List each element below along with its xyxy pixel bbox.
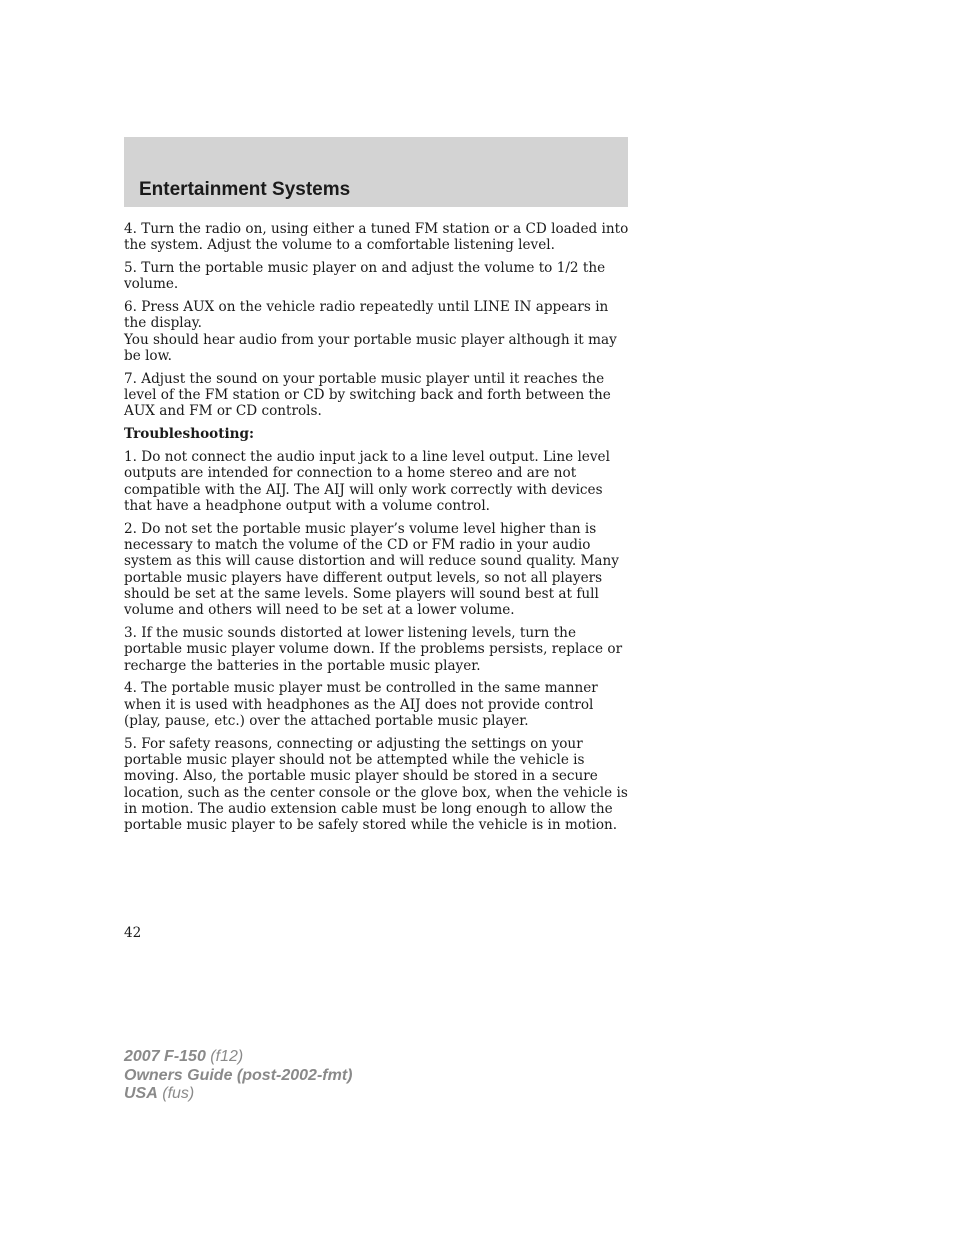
step-5-paragraph: 5. Turn the portable music player on and adjust the volume to 1/2 the volume. — [124, 260, 606, 293]
troubleshooting-item-4: 4. The portable music player must be controlled in the same manner when it is used with headphones as the AIJ does not provide control (play, pause, etc.) over the attached portable music player. — [124, 680, 598, 730]
troubleshooting-item-2: 2. Do not set the portable music player’s volume level higher than is necessary to match the volume of the CD or FM radio in your audio system as this will cause distortion and will reduce sound quality. Many portable music players have different output levels, so not all players should be set at the same levels. Some players will sound best at full volume and others will need to be set at a lower volume. — [124, 520, 619, 619]
document-footer — [124, 1048, 352, 1104]
footer-line-guide — [124, 1067, 352, 1086]
body-text — [124, 221, 630, 840]
section-title: Entertainment Systems — [139, 179, 351, 200]
footer-model-code: (f12) — [210, 1048, 244, 1065]
footer-line-market — [124, 1085, 352, 1104]
footer-market: USA — [124, 1085, 158, 1102]
step-6-note-paragraph: You should hear audio from your portable music player although it may be low. — [124, 331, 617, 365]
step-4-paragraph: 4. Turn the radio on, using either a tuned FM station or a CD loaded into the system. Adjust the volume to a comfortable listening level. — [124, 221, 629, 254]
footer-market-code: (fus) — [162, 1085, 195, 1102]
troubleshooting-heading: Troubleshooting: — [124, 426, 255, 443]
footer-model: 2007 F-150 — [124, 1048, 206, 1065]
page-number: 42 — [124, 925, 142, 941]
footer-line-model — [124, 1048, 352, 1067]
step-7-paragraph: 7. Adjust the sound on your portable music player until it reaches the level of the FM station or CD by switching back and forth between the AUX and FM or CD controls. — [124, 370, 611, 420]
step-6-paragraph: 6. Press AUX on the vehicle radio repeatedly until LINE IN appears in the display. — [124, 299, 609, 332]
troubleshooting-item-1: 1. Do not connect the audio input jack to a line level output. Line level outputs are intended for connection to a home stereo and are not compatible with the AIJ. The AIJ will only work correctly with devices that have a headphone output with a volume control. — [124, 449, 610, 514]
section-header-band — [124, 137, 628, 207]
footer-guide: Owners Guide (post-2002-fmt) — [124, 1066, 353, 1084]
troubleshooting-item-5: 5. For safety reasons, connecting or adjusting the settings on your portable music player should not be attempted while the vehicle is moving. Also, the portable music player should be stored in a secure location, such as the center console or the glove box, when the vehicle is in motion. The audio extension cable must be long enough to allow the portable music player to be safely stored while the vehicle is in motion. — [124, 735, 628, 834]
troubleshooting-item-3: 3. If the music sounds distorted at lower listening levels, turn the portable music player volume down. If the problems persists, replace or recharge the batteries in the portable music player. — [124, 625, 623, 674]
